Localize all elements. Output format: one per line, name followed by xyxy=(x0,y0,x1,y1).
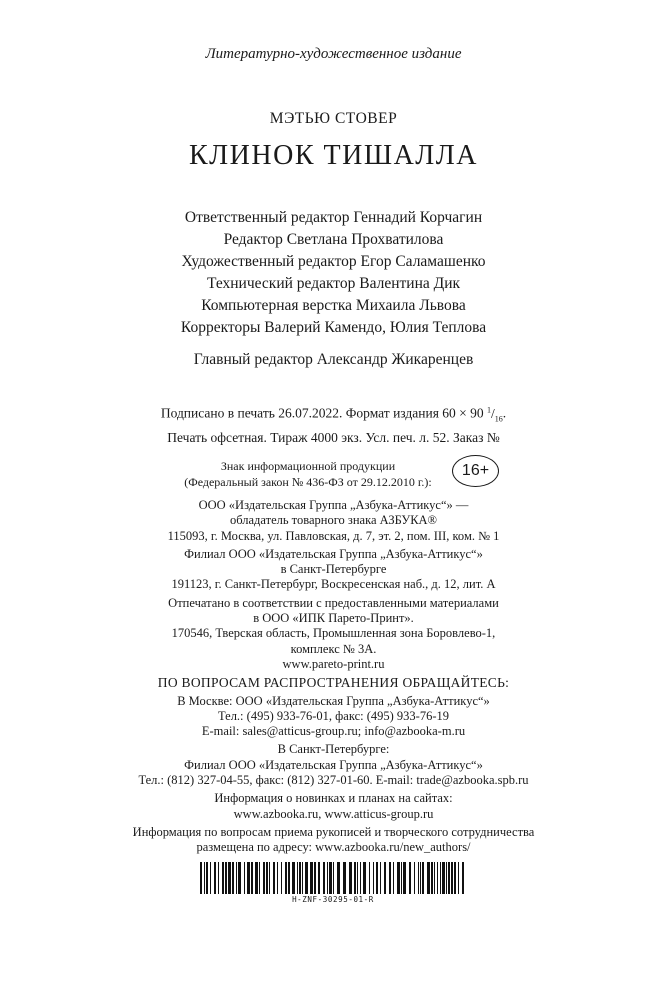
barcode-bar xyxy=(218,862,219,894)
barcode-bar xyxy=(281,862,282,894)
barcode-bar xyxy=(259,862,260,894)
publisher-line: ООО «Издательская Группа „Азбука-Аттикус“» — xyxy=(198,498,469,512)
fraction-denominator: 16 xyxy=(494,414,503,424)
spb-line: Тел.: (812) 327-04-55, факс: (812) 327-01-60. E-mail: trade@azbooka.spb.ru xyxy=(138,773,529,788)
barcode-bar xyxy=(206,862,208,894)
barcode xyxy=(200,862,466,904)
credit-line: Художественный редактор Егор Саламашенко xyxy=(181,253,486,270)
printer-line: в ООО «ИПК Парето-Принт». xyxy=(253,611,414,626)
barcode-bar xyxy=(448,862,450,894)
barcode-bar xyxy=(292,862,295,894)
barcode-bar xyxy=(389,862,391,894)
barcode-bar xyxy=(285,862,287,894)
news-line: Информация о новинках и планах на сайтах: xyxy=(214,791,453,806)
moscow-line: В Москве: ООО «Издательская Группа „Азбука-Аттикус“» xyxy=(177,693,490,708)
barcode-bar xyxy=(288,862,290,894)
age-label-line: Знак информационной продукции xyxy=(220,459,396,473)
barcode-bar xyxy=(440,862,441,894)
barcode-bar xyxy=(349,862,352,894)
barcode-bar xyxy=(393,862,394,894)
barcode-bar xyxy=(420,862,421,894)
credit-line: Редактор Светлана Прохватилова xyxy=(223,231,444,248)
printer-line: 170546, Тверская область, Промышленная зона Боровлево-1, xyxy=(171,626,496,641)
moscow-line: Тел.: (495) 933-76-01, факс: (495) 933-76-19 xyxy=(217,708,450,723)
barcode-bar xyxy=(232,862,234,894)
barcode-bar xyxy=(266,862,268,894)
barcode-bar xyxy=(210,862,211,894)
print-line-2: Печать офсетная. Тираж 4000 экз. Усл. печ. л. 52. Заказ № xyxy=(167,430,500,446)
publisher-line: 115093, г. Москва, ул. Павловская, д. 7, эт. 2, пом. III, ком. № 1 xyxy=(167,528,500,543)
barcode-bar xyxy=(299,862,301,894)
barcode-bar xyxy=(357,862,358,894)
barcode-bar xyxy=(409,862,411,894)
print-line-suffix: . xyxy=(502,405,507,421)
barcode-bar xyxy=(244,862,245,894)
credits-block xyxy=(0,207,667,371)
barcode-bar xyxy=(354,862,356,894)
barcode-bar xyxy=(451,862,453,894)
barcode-bar xyxy=(431,862,433,894)
barcode-bar xyxy=(329,862,332,894)
barcode-bar xyxy=(376,862,378,894)
book-title: КЛИНОК ТИШАЛЛА xyxy=(189,140,478,171)
barcode-bar xyxy=(446,862,447,894)
age-badge: 16+ xyxy=(452,455,499,487)
barcode-bar xyxy=(373,862,374,894)
news-line: www.azbooka.ru, www.atticus-group.ru xyxy=(233,806,434,821)
barcode-code: H-ZNF-30295-01-R xyxy=(292,895,374,904)
barcode-bar xyxy=(222,862,224,894)
branch-line: 191123, г. Санкт-Петербург, Воскресенская наб., д. 12, лит. А xyxy=(171,577,496,592)
barcode-bar xyxy=(454,862,456,894)
branch-line: в Санкт-Петербурге xyxy=(280,562,387,577)
barcode-bar xyxy=(401,862,402,894)
publisher-line: обладатель товарного знака АЗБУКА® xyxy=(229,513,438,528)
barcode-bar xyxy=(343,862,346,894)
chief-editor: Главный редактор Александр Жикаренцев xyxy=(193,351,474,368)
barcode-bar xyxy=(427,862,430,894)
barcode-bar xyxy=(384,862,386,894)
author-name: МЭТЬЮ СТОВЕР xyxy=(269,110,398,127)
barcode-bar xyxy=(462,862,464,894)
barcode-bar xyxy=(277,862,278,894)
print-format: Подписано в печать 26.07.2022. Формат издания 60 × 90 xyxy=(160,405,484,421)
barcode-bar xyxy=(247,862,250,894)
barcode-bar xyxy=(434,862,435,894)
barcode-bars xyxy=(200,862,466,894)
moscow-line: E-mail: sales@atticus-group.ru; info@azbooka-m.ru xyxy=(201,724,466,739)
barcode-bar xyxy=(403,862,406,894)
barcode-bar xyxy=(214,862,216,894)
barcode-bar xyxy=(204,862,205,894)
barcode-bar xyxy=(442,862,445,894)
barcode-bar xyxy=(297,862,298,894)
spb-line: В Санкт-Петербурге: xyxy=(277,742,390,757)
barcode-bar xyxy=(414,862,415,894)
barcode-bar xyxy=(310,862,313,894)
print-line-1 xyxy=(0,400,667,428)
barcode-bar xyxy=(305,862,308,894)
barcode-bar xyxy=(458,862,459,894)
credit-line: Компьютерная верстка Михаила Львова xyxy=(201,297,466,314)
barcode-bar xyxy=(251,862,253,894)
distribution-heading: ПО ВОПРОСАМ РАСПРОСТРАНЕНИЯ ОБРАЩАЙТЕСЬ: xyxy=(157,675,510,691)
barcode-bar xyxy=(302,862,303,894)
series-note: Литературно-художественное издание xyxy=(205,46,462,62)
barcode-bar xyxy=(200,862,202,894)
spb-line: Филиал ООО «Издательская Группа „Азбука-Аттикус“» xyxy=(184,757,483,772)
barcode-bar xyxy=(238,862,241,894)
barcode-bar xyxy=(236,862,237,894)
manuscripts-line: размещена по адресу: www.azbooka.ru/new_authors/ xyxy=(196,840,471,855)
barcode-bar xyxy=(327,862,328,894)
barcode-bar xyxy=(360,862,361,894)
print-info xyxy=(0,400,667,447)
credit-line: Корректоры Валерий Камендо, Юлия Теплова xyxy=(180,319,487,336)
barcode-bar xyxy=(363,862,366,894)
imprint-block xyxy=(0,498,667,856)
barcode-bar xyxy=(269,862,270,894)
barcode-bar xyxy=(273,862,275,894)
barcode-bar xyxy=(397,862,400,894)
branch-line: Филиал ООО «Издательская Группа „Азбука-Аттикус“» xyxy=(184,546,483,561)
barcode-bar xyxy=(228,862,231,894)
barcode-bar xyxy=(337,862,340,894)
barcode-bar xyxy=(333,862,334,894)
barcode-bar xyxy=(255,862,258,894)
format-fraction: $^1/_{16}$ xyxy=(487,405,503,424)
manuscripts-line: Информация по вопросам приема рукописей и творческого сотрудничества xyxy=(132,824,535,839)
barcode-bar xyxy=(422,862,424,894)
fraction-numerator: 1 xyxy=(487,405,492,414)
age-rating-label xyxy=(172,458,444,490)
barcode-bar xyxy=(323,862,325,894)
credit-line: Технический редактор Валентина Дик xyxy=(206,275,461,292)
barcode-bar xyxy=(380,862,381,894)
credit-line: Ответственный редактор Геннадий Корчагин xyxy=(184,209,483,226)
printer-line: Отпечатано в соответствии с предоставленными материалами xyxy=(168,595,499,610)
printer-line: комплекс № 3А. xyxy=(290,641,377,656)
barcode-bar xyxy=(418,862,419,894)
barcode-bar xyxy=(263,862,265,894)
barcode-bar xyxy=(314,862,316,894)
barcode-bar xyxy=(437,862,438,894)
barcode-bar xyxy=(225,862,227,894)
printer-line: www.pareto-print.ru xyxy=(282,656,385,671)
barcode-bar xyxy=(369,862,370,894)
barcode-bar xyxy=(318,862,320,894)
age-label-line: (Федеральный закон № 436-ФЗ от 29.12.2010 г.): xyxy=(184,475,432,489)
